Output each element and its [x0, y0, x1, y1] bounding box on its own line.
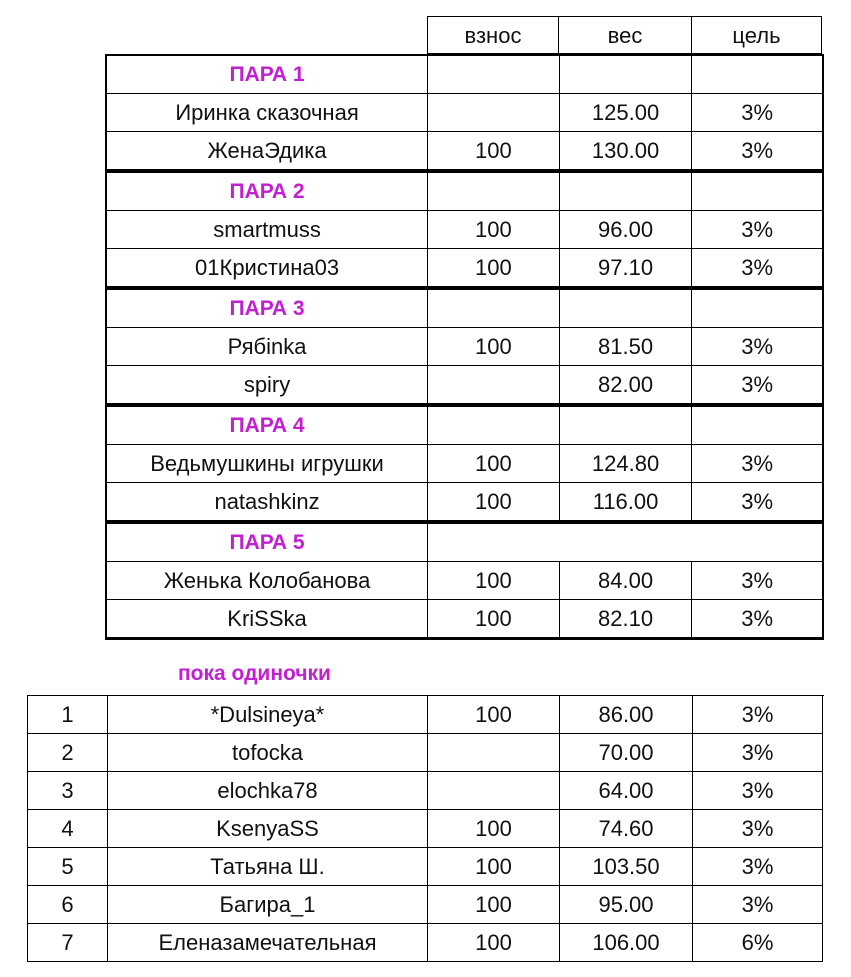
weight-cell: 82.00: [560, 366, 693, 404]
weight-cell: 124.80: [560, 445, 693, 483]
weight-cell: 84.00: [560, 562, 693, 600]
pair-title: ПАРА 1: [107, 56, 428, 94]
table-row: [28, 696, 824, 734]
table-row: [107, 445, 822, 483]
pair-group-2: [107, 173, 822, 290]
goal-cell: 3%: [692, 366, 822, 404]
goal-cell: 3%: [692, 562, 822, 600]
pair-group-3: [107, 290, 822, 407]
header-contribution: взнос: [427, 16, 559, 54]
table-row: [28, 772, 824, 810]
empty-cell: [428, 173, 560, 211]
contribution-cell: 100: [428, 848, 560, 886]
contribution-cell: [428, 734, 560, 772]
member-name: elochka78: [108, 772, 428, 810]
empty-cell: [560, 407, 693, 445]
goal-cell: 3%: [692, 249, 822, 287]
goal-cell: 3%: [692, 94, 822, 132]
empty-cell: [428, 524, 822, 562]
member-name: Рябinka: [107, 328, 428, 366]
contribution-cell: [428, 772, 560, 810]
empty-cell: [692, 407, 822, 445]
table-row: [28, 924, 824, 962]
table-row: [107, 562, 822, 600]
weight-cell: 130.00: [560, 132, 693, 170]
member-name: Иринка сказочная: [107, 94, 428, 132]
pair-group-1: [107, 56, 822, 173]
pair-title: ПАРА 3: [107, 290, 428, 328]
member-name: tofocka: [108, 734, 428, 772]
goal-cell: 3%: [693, 734, 823, 772]
contribution-cell: 100: [428, 483, 560, 521]
header-row: [427, 16, 822, 54]
weight-cell: 81.50: [560, 328, 693, 366]
empty-cell: [560, 290, 693, 328]
table-row: [107, 600, 822, 638]
header-weight: вес: [559, 16, 692, 54]
goal-cell: 3%: [693, 848, 823, 886]
pair-title: ПАРА 5: [107, 524, 428, 562]
pair-title: ПАРА 4: [107, 407, 428, 445]
weight-cell: 103.50: [560, 848, 693, 886]
weight-cell: 86.00: [560, 696, 693, 734]
pair-title-row: [107, 524, 822, 562]
weight-cell: 95.00: [560, 886, 693, 924]
row-number: 2: [28, 734, 108, 772]
contribution-cell: [428, 94, 560, 132]
member-name: Женька Колобанова: [107, 562, 428, 600]
empty-cell: [428, 290, 560, 328]
goal-cell: 3%: [692, 132, 822, 170]
contribution-cell: 100: [428, 445, 560, 483]
pair-title-row: [107, 407, 822, 445]
table-row: [28, 886, 824, 924]
table-row: [107, 94, 822, 132]
goal-cell: 3%: [693, 810, 823, 848]
contribution-cell: 100: [428, 211, 560, 249]
contribution-cell: 100: [428, 132, 560, 170]
weight-cell: 96.00: [560, 211, 693, 249]
table-row: [28, 734, 824, 772]
empty-cell: [428, 56, 560, 94]
pair-group-5: [107, 524, 822, 638]
goal-cell: 3%: [693, 696, 823, 734]
table-row: [107, 249, 822, 287]
pair-title-row: [107, 290, 822, 328]
member-name: KriSSka: [107, 600, 428, 638]
row-number: 6: [28, 886, 108, 924]
row-number: 5: [28, 848, 108, 886]
goal-cell: 3%: [692, 328, 822, 366]
weight-cell: 64.00: [560, 772, 693, 810]
goal-cell: 3%: [692, 600, 822, 638]
member-name: Багира_1: [108, 886, 428, 924]
pairs-table: [105, 54, 824, 640]
singles-title: пока одиночки: [178, 662, 331, 685]
weight-cell: 82.10: [560, 600, 693, 638]
weight-cell: 70.00: [560, 734, 693, 772]
contribution-cell: 100: [428, 696, 560, 734]
goal-cell: 6%: [693, 924, 823, 962]
empty-cell: [560, 173, 693, 211]
goal-cell: 3%: [692, 445, 822, 483]
pair-title-row: [107, 56, 822, 94]
pair-title-row: [107, 173, 822, 211]
empty-cell: [560, 56, 693, 94]
member-name: ЖенаЭдика: [107, 132, 428, 170]
weight-cell: 116.00: [560, 483, 693, 521]
member-name: 01Кристина03: [107, 249, 428, 287]
weight-cell: 74.60: [560, 810, 693, 848]
empty-cell: [428, 407, 560, 445]
goal-cell: 3%: [693, 772, 823, 810]
goal-cell: 3%: [692, 211, 822, 249]
empty-cell: [692, 290, 822, 328]
table-row: [28, 848, 824, 886]
pair-title: ПАРА 2: [107, 173, 428, 211]
pair-group-4: [107, 407, 822, 524]
contribution-cell: 100: [428, 810, 560, 848]
contribution-cell: 100: [428, 600, 560, 638]
table-row: [107, 132, 822, 170]
member-name: Еленазамечательная: [108, 924, 428, 962]
table-row: [107, 483, 822, 521]
empty-cell: [692, 56, 822, 94]
contribution-cell: 100: [428, 886, 560, 924]
table-row: [107, 211, 822, 249]
contribution-cell: 100: [428, 249, 560, 287]
table-row: [107, 328, 822, 366]
row-number: 3: [28, 772, 108, 810]
weight-cell: 125.00: [560, 94, 693, 132]
contribution-cell: [428, 366, 560, 404]
empty-cell: [692, 173, 822, 211]
member-name: Ведьмушкины игрушки: [107, 445, 428, 483]
member-name: smartmuss: [107, 211, 428, 249]
contribution-cell: 100: [428, 328, 560, 366]
member-name: *Dulsineya*: [108, 696, 428, 734]
row-number: 1: [28, 696, 108, 734]
member-name: KsenyaSS: [108, 810, 428, 848]
table-row: [28, 810, 824, 848]
contribution-cell: 100: [428, 562, 560, 600]
member-name: Татьяна Ш.: [108, 848, 428, 886]
goal-cell: 3%: [693, 886, 823, 924]
weight-cell: 97.10: [560, 249, 693, 287]
table-row: [107, 366, 822, 404]
goal-cell: 3%: [692, 483, 822, 521]
row-number: 4: [28, 810, 108, 848]
header-goal: цель: [692, 16, 822, 54]
member-name: natashkinz: [107, 483, 428, 521]
singles-table: [27, 695, 824, 962]
weight-cell: 106.00: [560, 924, 693, 962]
row-number: 7: [28, 924, 108, 962]
contribution-cell: 100: [428, 924, 560, 962]
member-name: spiry: [107, 366, 428, 404]
